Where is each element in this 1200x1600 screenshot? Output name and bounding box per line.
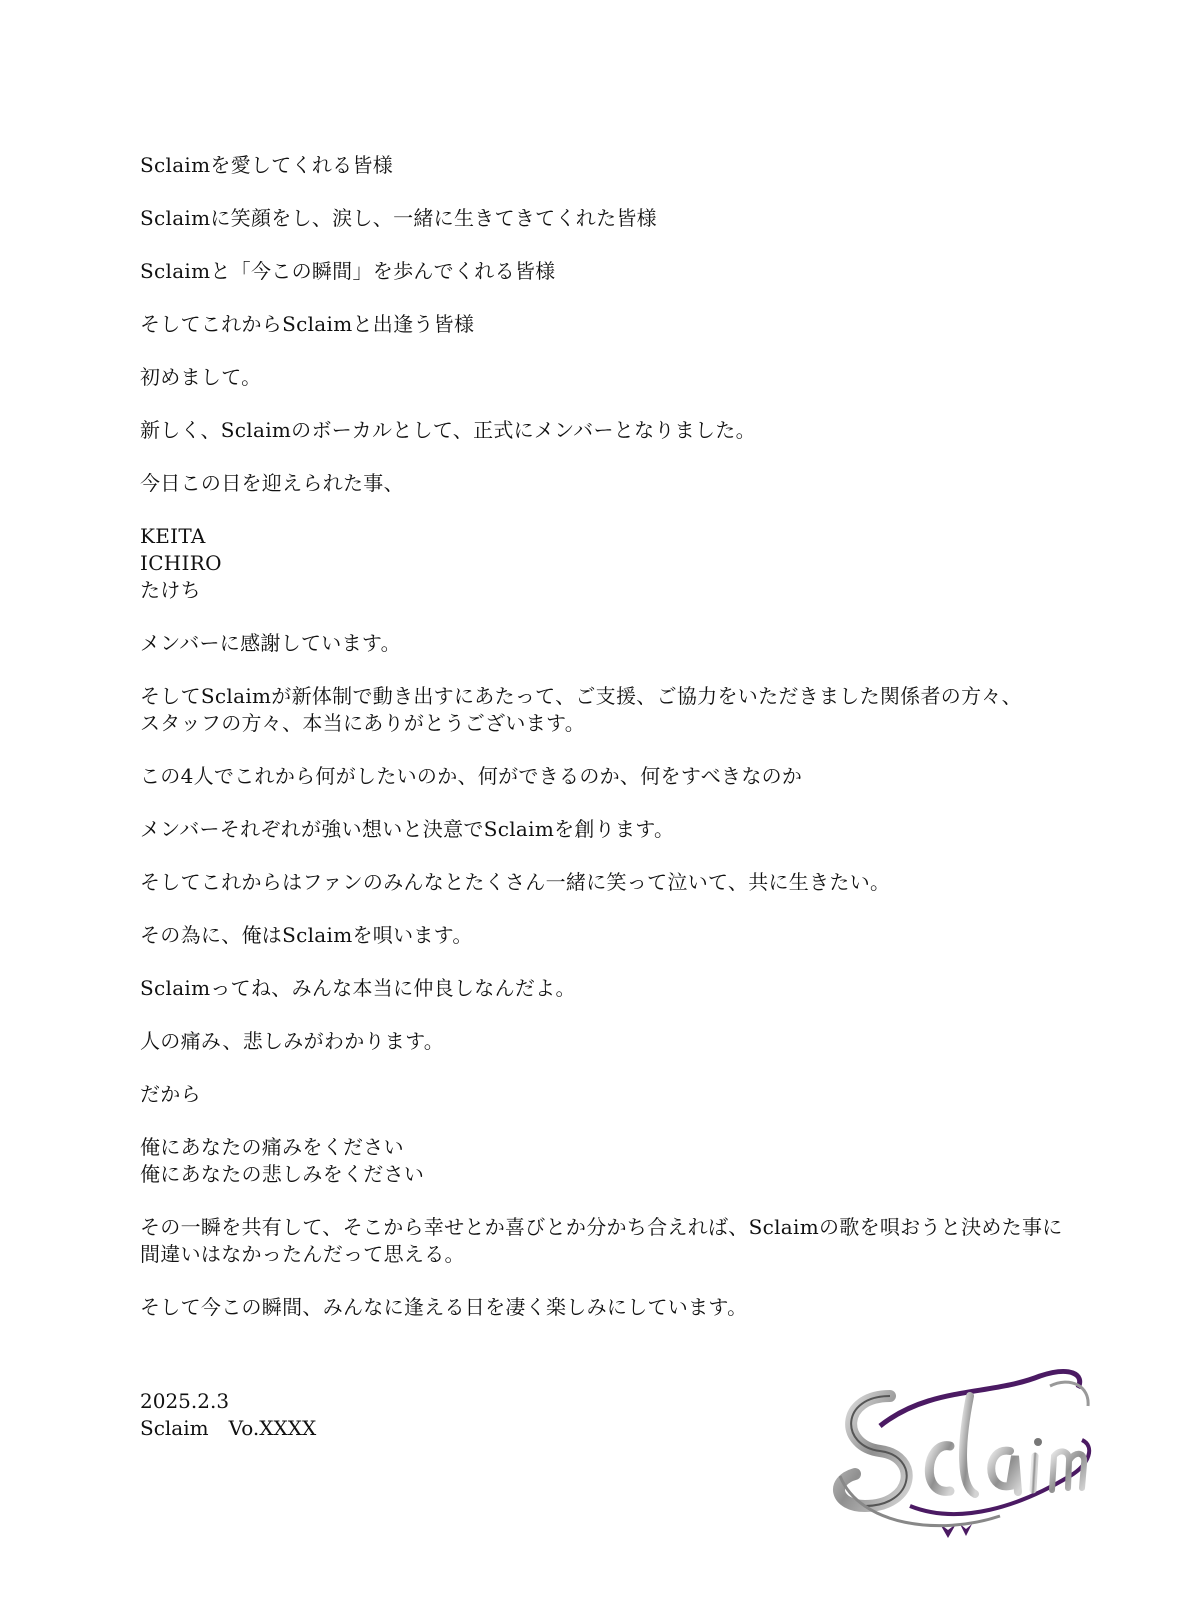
letter-paragraph	[140, 869, 1080, 896]
letter-line: Sclaimを愛してくれる皆様	[140, 153, 394, 177]
letter-paragraph	[140, 763, 1080, 790]
letter-line: Sclaimと「今この瞬間」を歩んでくれる皆様	[140, 259, 556, 283]
letter-line: そしてSclaimが新体制で動き出すにあたって、ご支援、ご協力をいただきました関係者の方々、	[140, 684, 1022, 708]
letter-line: ICHIRO	[140, 551, 222, 575]
letter-paragraph	[140, 417, 1080, 444]
letter-paragraph	[140, 816, 1080, 843]
letter-line: その一瞬を共有して、そこから幸せとか喜びとか分かち合えれば、Sclaimの歌を唄おうと決めた事に	[140, 1215, 1063, 1239]
letter-line: この4人でこれから何がしたいのか、何ができるのか、何をすべきなのか	[140, 764, 803, 788]
letter-line: 初めまして。	[140, 365, 262, 389]
letter-paragraph	[140, 1294, 1080, 1321]
letter-paragraph	[140, 205, 1080, 232]
letter-line: そしてこれからはファンのみんなとたくさん一緒に笑って泣いて、共に生きたい。	[140, 870, 891, 894]
signature-block	[140, 1388, 316, 1442]
letter-line: 俺にあなたの痛みをください	[140, 1135, 404, 1159]
letter-line: メンバーそれぞれが強い想いと決意でSclaimを創ります。	[140, 817, 675, 841]
letter-line: メンバーに感謝しています。	[140, 631, 401, 655]
letter-paragraph	[140, 258, 1080, 285]
letter-line: KEITA	[140, 524, 206, 548]
letter-line: そして今この瞬間、みんなに逢える日を凄く楽しみにしています。	[140, 1295, 748, 1319]
letter-line: Sclaimに笑顔をし、涙し、一緒に生きてきてくれた皆様	[140, 206, 657, 230]
letter-paragraph	[140, 523, 1080, 604]
letter-line: 新しく、Sclaimのボーカルとして、正式にメンバーとなりました。	[140, 418, 756, 442]
letter-line: だから	[140, 1082, 201, 1106]
letter-paragraph	[140, 683, 1080, 737]
letter-signature: Sclaim Vo.XXXX	[140, 1416, 317, 1440]
letter-paragraph	[140, 922, 1080, 949]
letter-paragraph	[140, 1214, 1080, 1268]
letter-paragraph	[140, 152, 1080, 179]
letter-line: 俺にあなたの悲しみをください	[140, 1162, 425, 1186]
letter-paragraph	[140, 1028, 1080, 1055]
letter-line: 間違いはなかったんだって思える。	[140, 1242, 465, 1266]
letter-line: そしてこれからSclaimと出逢う皆様	[140, 312, 475, 336]
letter-line: 人の痛み、悲しみがわかります。	[140, 1029, 445, 1053]
letter-line: スタッフの方々、本当にありがとうございます。	[140, 711, 585, 735]
letter-paragraph	[140, 1081, 1080, 1108]
letter-paragraph	[140, 975, 1080, 1002]
sclaim-logo	[820, 1356, 1110, 1546]
sclaim-logo-graphic	[820, 1356, 1110, 1546]
letter-paragraph	[140, 311, 1080, 338]
letter-paragraph	[140, 1134, 1080, 1188]
letter-paragraph	[140, 364, 1080, 391]
letter-line: 今日この日を迎えられた事、	[140, 471, 404, 495]
letter-line: その為に、俺はSclaimを唄います。	[140, 923, 473, 947]
letter-date: 2025.2.3	[140, 1389, 230, 1413]
letter-line: Sclaimってね、みんな本当に仲良しなんだよ。	[140, 976, 576, 1000]
letter-paragraph	[140, 630, 1080, 657]
letter-line: たけち	[140, 578, 201, 602]
letter-paragraph	[140, 470, 1080, 497]
letter-body	[140, 152, 1080, 1347]
